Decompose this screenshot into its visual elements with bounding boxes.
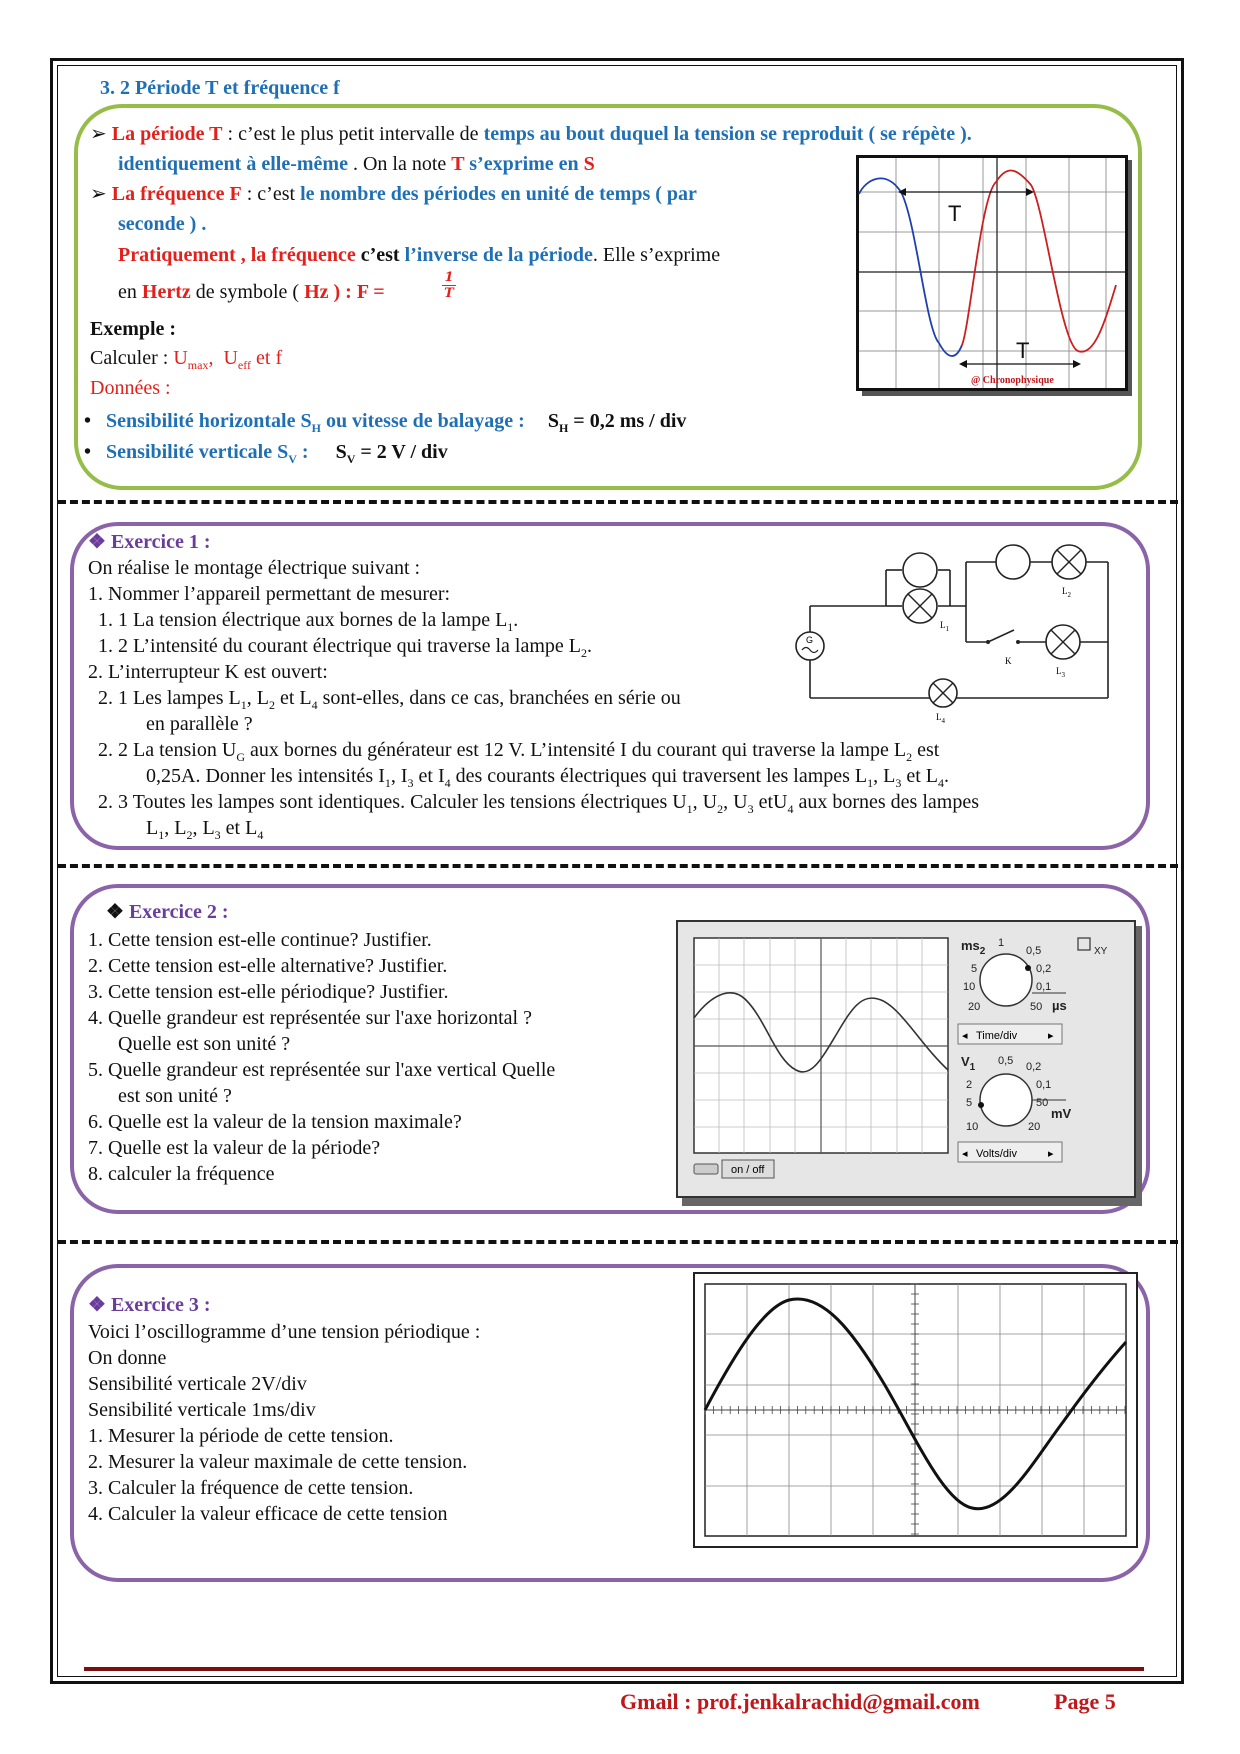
ex1-q23-cont: $L_1$, $L_2$, $L_3$ et $L_4$ [146,817,264,842]
lamp-l2-label: $L_2$ [1062,586,1071,599]
ex2-q7: 7. Quelle est la valeur de la période? [88,1137,381,1159]
example-sv: • Sensibilité verticale $S_V$ : $S_V = 2$ V / div [84,441,448,466]
ex3-q1: 1. Mesurer la période de cette tension. [88,1425,394,1447]
time-tick-5: 5 [971,963,978,975]
scope1-figure [856,155,1128,391]
ex2-q5: 5. Quelle grandeur est représentée sur l'axe vertical Quelle [88,1059,556,1081]
ex3-q2: 2. Mesurer la valeur maximale de cette tension. [88,1451,468,1473]
lamp-l1-icon [903,589,937,623]
def-freq-line1: ➢ La fréquence F : c’est le nombre des périodes en unité de temps ( par [90,183,697,205]
footer-rule [84,1667,1144,1671]
diamond-bullet-icon: ❖ [88,531,111,553]
lamp-l3-label: $L_3$ [1056,666,1065,679]
ex1-q22: 2. 2 La tension $U_G$ aux bornes du générateur est 12 V. L’intensité I du courant qui traverse la lampe $L_2$ est [98,739,940,764]
volt-tick-10: 10 [966,1121,979,1133]
ex3-q3: 3. Calculer la fréquence de cette tension. [88,1477,414,1499]
ex3-line4: Sensibilité verticale 1ms/div [88,1399,316,1421]
example-title: Exemple : [90,318,177,340]
exercise1-title: ❖ Exercice 1 : [88,531,211,553]
lamp-l1-label: $L_1$ [940,620,949,633]
v-label: $V_1$ [961,1054,976,1073]
ex1-q1: 1. Nommer l’appareil permettant de mesurer: [88,583,451,605]
scope1-credit: @ Chronophysique [971,375,1054,386]
section-title: 3. 2 Période T et fréquence f [100,77,340,99]
example-donnees: Données : [90,377,171,399]
footer-gmail: Gmail : prof.jenkalrachid@gmail.com [620,1689,980,1714]
time-div-label: Time/div [976,1030,1018,1042]
left-arrow-icon[interactable]: ◂ [962,1029,968,1042]
exercise3-title: ❖ Exercice 3 : [88,1294,211,1316]
diamond-bullet-icon: ❖ [106,901,129,923]
footer-page: Page 5 [1054,1689,1116,1714]
volt-tick-2: 2 [966,1079,973,1091]
ex3-line3: Sensibilité verticale 2V/div [88,1373,307,1395]
def-hertz: en Hertz de symbole ( Hz ) : F = [118,281,385,303]
ex2-q5-cont: est son unité ? [88,1085,232,1107]
ex2-q8: 8. calculer la fréquence [88,1163,275,1185]
xy-label: XY [1094,946,1108,957]
meter-a-icon [996,545,1030,579]
ex3-q4: 4. Calculer la valeur efficace de cette tension [88,1503,448,1525]
right-arrow-icon[interactable]: ▸ [1048,1029,1054,1042]
left-arrow-icon[interactable]: ◂ [962,1147,968,1160]
ex1-q11: 1. 1 La tension électrique aux bornes de la lampe $L_1$. [98,609,519,634]
volt-tick-50: 50 [1036,1097,1049,1109]
ex3-line2: On donne [88,1347,167,1369]
example-calc: Calculer : $U_{max}$, $U_{eff}$ et f [90,347,283,372]
volt-tick-02: 0,2 [1026,1061,1042,1073]
arrow-bullet-icon: ➢ [90,183,112,205]
scope1-label-t1: T [948,201,962,226]
bullet-icon: • [84,441,107,463]
ex1-q21-cont: en parallèle ? [146,713,253,735]
arrow-bullet-icon: ➢ [90,123,112,145]
ex3-line1: Voici l’oscillogramme d’une tension périodique : [88,1321,481,1343]
def-freq-line2: seconde ) . [118,213,207,235]
exercise2-title: ❖ Exercice 2 : [106,901,229,923]
mv-unit: mV [1051,1106,1072,1121]
separator [58,1240,1178,1244]
ex1-q21: 2. 1 Les lampes $L_1$, $L_2$ et $L_4$ sont-elles, dans ce cas, branchées en série ou [98,687,681,712]
us-unit: µs [1052,998,1067,1013]
formula-fraction: 1 T [442,270,456,301]
generator-label: G [806,635,814,645]
ex1-q2: 2. L’interrupteur K est ouvert: [88,661,328,683]
separator [58,500,1178,504]
volts-div-label: Volts/div [976,1148,1017,1160]
ex1-q23: 2. 3 Toutes les lampes sont identiques. Calculer les tensions électriques $U_1$, $U_2$, $U_3$ etU$_4$ aux bornes des lampes [98,791,979,816]
volt-tick-01: 0,1 [1036,1079,1052,1091]
meter-v-icon [903,553,937,587]
volts-div-knob[interactable] [980,1074,1032,1126]
def-pratiquement: Pratiquement , la fréquence c’est l’inverse de la période. Elle s’exprime [118,244,721,266]
circuit-diagram [790,540,1120,725]
switch-k-icon [986,640,990,644]
on-off-label: on / off [731,1164,765,1176]
ex1-q22-cont: 0,25A. Donner les intensités $I_1$, $I_3$ et $I_4$ des courants électriques qui traversent les lampes $L_1$, $L_3$ et $L_4$. [146,765,950,790]
time-tick-02: 0,2 [1036,963,1052,975]
time-div-knob[interactable] [980,954,1032,1006]
example-sh: • Sensibilité horizontale $S_H$ ou vitesse de balayage : $S_H = 0,2$ ms / div [84,410,687,435]
time-tick-1: 1 [998,937,1005,949]
volt-tick-5: 5 [966,1097,973,1109]
scope3-figure [693,1272,1138,1548]
def-periode-line2: identiquement à elle-même . On la note T s’exprime en S [118,153,595,175]
ex2-q2: 2. Cette tension est-elle alternative? Justifier. [88,955,448,977]
ex2-q4: 4. Quelle grandeur est représentée sur l'axe horizontal ? [88,1007,532,1029]
def-periode-line1: ➢ La période T : c’est le plus petit intervalle de temps au bout duquel la tension se reproduit ( se répète ). [90,123,972,145]
ms-label: $ms_2$ [961,938,986,957]
lamp-l3-icon [1046,625,1080,659]
volt-tick-05: 0,5 [998,1055,1014,1067]
switch-k-label: K [1005,656,1012,666]
time-tick-20: 20 [968,1001,981,1013]
ex2-q6: 6. Quelle est la valeur de la tension maximale? [88,1111,462,1133]
lamp-l4-label: $L_4$ [936,712,945,725]
ex1-q12: 1. 2 L’intensité du courant électrique qui traverse la lampe $L_2$. [98,635,592,660]
time-tick-50: 50 [1030,1001,1043,1013]
volt-tick-20: 20 [1028,1121,1041,1133]
bullet-icon: • [84,410,107,432]
right-arrow-icon[interactable]: ▸ [1048,1147,1054,1160]
ex2-q1: 1. Cette tension est-elle continue? Justifier. [88,929,432,951]
diamond-bullet-icon: ❖ [88,1294,111,1316]
scope2-panel [676,920,1136,1198]
time-tick-10: 10 [963,981,976,993]
time-tick-01: 0,1 [1036,981,1052,993]
separator [58,864,1178,868]
lamp-l4-icon [929,679,957,707]
ex2-q3: 3. Cette tension est-elle périodique? Justifier. [88,981,449,1003]
ex1-intro: On réalise le montage électrique suivant : [88,557,421,579]
scope1-label-t2: T [1016,338,1030,363]
lamp-l2-icon [1052,545,1086,579]
ex2-q4-cont: Quelle est son unité ? [88,1033,291,1055]
time-tick-05: 0,5 [1026,945,1042,957]
